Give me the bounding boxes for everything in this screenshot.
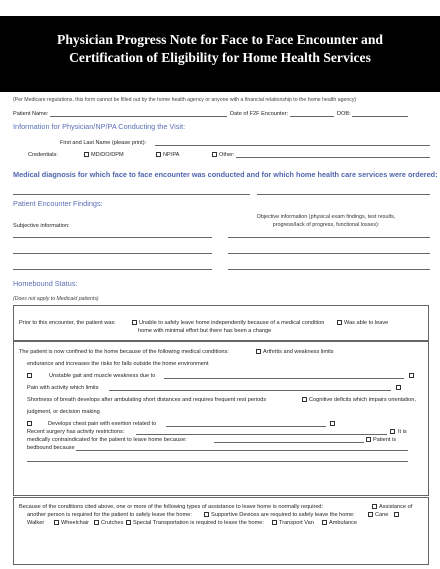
- chest-pain-label: Develops chest pain with exertion related to: [48, 421, 157, 427]
- assistance-person-label: Assistance of: [379, 504, 413, 510]
- confinement-intro: The patient is now confined to the home because of the following medical conditions:: [19, 349, 229, 355]
- patient-bedbound-checkbox[interactable]: [366, 437, 371, 442]
- recent-surgery-label: Recent surgery has activity restrictions:: [27, 429, 125, 435]
- supportive-devices-option[interactable]: [204, 511, 355, 519]
- crutches-label: Crutches: [101, 520, 124, 526]
- contraindicated-field[interactable]: [214, 442, 364, 443]
- unstable-gait-checkbox[interactable]: [27, 373, 32, 378]
- form-title-line-1: Physician Progress Note for Face to Face Encounter and: [57, 32, 383, 47]
- transport-van-label: Transport Van: [279, 520, 314, 526]
- pain-field[interactable]: [109, 390, 391, 391]
- patient-name-field[interactable]: [50, 116, 227, 117]
- prior-status-lead: Prior to this encounter, the patient was:: [19, 320, 116, 326]
- diagnosis-field-1[interactable]: [13, 194, 250, 195]
- credential-md-label: MD/DO/DPM: [91, 152, 124, 158]
- subjective-line-2[interactable]: [13, 253, 212, 254]
- objective-info-line-1: Objective information (physical exam findings, test results,: [256, 214, 396, 220]
- prior-unable-checkbox[interactable]: [132, 320, 137, 325]
- credential-other-checkbox[interactable]: [212, 152, 217, 157]
- ambulance-label: Ambulance: [329, 520, 357, 526]
- f2f-date-field[interactable]: [290, 116, 334, 117]
- bedbound-label: bedbound because: [27, 445, 75, 451]
- prior-unable-label: Unable to safely leave home independently because of a medical condition: [139, 320, 325, 326]
- credential-np-label: NP/PA: [163, 152, 180, 158]
- transport-van-checkbox[interactable]: [272, 520, 277, 525]
- chest-pain-field[interactable]: [166, 426, 326, 427]
- crutches-option[interactable]: [94, 519, 123, 527]
- f2f-date-label: Date of F2F Encounter:: [230, 111, 289, 117]
- prior-able-label: Was able to leave: [344, 320, 389, 326]
- credential-md-option[interactable]: [84, 151, 124, 159]
- subjective-line-1[interactable]: [13, 237, 212, 238]
- cognitive-checkbox[interactable]: [302, 397, 307, 402]
- unstable-gait-label: Unstable gait and muscle weakness due to: [49, 373, 156, 379]
- credentials-label: Credentials:: [28, 152, 58, 158]
- form-header: [0, 16, 440, 92]
- bedbound-field[interactable]: [76, 450, 408, 451]
- cane-checkbox[interactable]: [368, 512, 373, 517]
- walker-checkbox[interactable]: [394, 512, 399, 517]
- special-transport-label: Special Transportation is required to leave the home:: [133, 520, 264, 526]
- arthritis-option[interactable]: [256, 348, 334, 356]
- assistance-box: [13, 497, 429, 565]
- it-is-label: It is: [398, 429, 407, 435]
- objective-line-3[interactable]: [228, 269, 430, 270]
- credential-other-label: Other:: [219, 152, 235, 158]
- arthritis-label: Arthritis and weakness limits: [263, 349, 334, 355]
- patient-is-label: Patient is: [373, 437, 397, 443]
- findings-heading: Patient Encounter Findings:: [13, 199, 103, 208]
- contraindicated-label: medically contraindicated for the patient to leave home because:: [27, 437, 187, 443]
- wheelchair-label: Wheelchair: [61, 520, 89, 526]
- objective-line-2[interactable]: [228, 253, 430, 254]
- objective-info-line-2: progress/lack of progress, functional losses):: [272, 222, 380, 228]
- objective-info-heading: [226, 213, 426, 229]
- unstable-gait-field[interactable]: [164, 378, 404, 379]
- arthritis-checkbox[interactable]: [256, 349, 261, 354]
- prior-able-continuation: home with minimal effort but there has been a change: [138, 328, 272, 334]
- chest-pain-end-checkbox[interactable]: [330, 421, 335, 426]
- credential-other-field[interactable]: [236, 157, 430, 158]
- homebound-note: (Does not apply to Medicaid patients): [13, 296, 99, 302]
- prior-status-box: [13, 305, 429, 341]
- unstable-gait-end-checkbox[interactable]: [409, 373, 414, 378]
- shortness-label: Shortness of breath develops after ambulating short distances and requires frequent rest periods: [27, 397, 267, 403]
- wheelchair-checkbox[interactable]: [54, 520, 59, 525]
- prior-able-option[interactable]: [337, 319, 388, 327]
- supportive-devices-checkbox[interactable]: [204, 512, 209, 517]
- pain-end-checkbox[interactable]: [396, 385, 401, 390]
- diagnosis-heading: Medical diagnosis for which face to face encounter was conducted and for which home health care services were ordered:: [13, 170, 438, 179]
- regulations-note: (Per Medicare regulations, this form cannot be filled out by the home health agency or anyone with a financial relationship to the home health agency): [13, 97, 357, 103]
- diagnosis-field-2[interactable]: [257, 194, 430, 195]
- credential-np-option[interactable]: [156, 151, 179, 159]
- walker-label: Walker: [27, 520, 45, 526]
- confinement-box: [13, 341, 429, 496]
- medically-contraindicated-checkbox[interactable]: [390, 429, 395, 434]
- assistance-intro: Because of the conditions cited above, one or more of the following types of assistance to leave home is normally required:: [19, 504, 324, 510]
- judgment-text: judgment, or decision making: [27, 409, 100, 415]
- special-transport-option[interactable]: [126, 519, 264, 527]
- recent-surgery-field[interactable]: [136, 434, 387, 435]
- transport-van-option[interactable]: [272, 519, 314, 527]
- credential-np-checkbox[interactable]: [156, 152, 161, 157]
- wheelchair-option[interactable]: [54, 519, 89, 527]
- assistance-person-option[interactable]: [372, 503, 412, 511]
- credential-other-option[interactable]: [212, 151, 235, 159]
- physician-name-label: First and Last Name (please print):: [60, 140, 147, 146]
- chest-pain-checkbox[interactable]: [27, 421, 32, 426]
- pain-label: Pain with activity which limits: [27, 385, 99, 391]
- credential-md-checkbox[interactable]: [84, 152, 89, 157]
- assistance-person-checkbox[interactable]: [372, 504, 377, 509]
- form-title: [0, 31, 440, 67]
- ambulance-option[interactable]: [322, 519, 357, 527]
- objective-line-1[interactable]: [228, 237, 430, 238]
- cognitive-option[interactable]: [302, 396, 416, 404]
- subjective-line-3[interactable]: [13, 269, 212, 270]
- cane-label: Cane: [375, 512, 389, 518]
- prior-able-checkbox[interactable]: [337, 320, 342, 325]
- dob-label: DOB:: [337, 111, 351, 117]
- endurance-text: endurance and increases the risks for falls outside the home environment: [27, 361, 209, 367]
- special-transport-checkbox[interactable]: [126, 520, 131, 525]
- crutches-checkbox[interactable]: [94, 520, 99, 525]
- assistance-continuation: another person is required for the patient to safely leave the home:: [27, 512, 192, 518]
- form-title-line-2: Certification of Eligibility for Home Health Services: [69, 50, 371, 65]
- supportive-devices-label: Supportive Devices are required to safely leave the home:: [211, 512, 355, 518]
- subjective-info-label: Subjective information:: [13, 223, 70, 229]
- physician-info-heading: Information for Physician/NP/PA Conducting the Visit:: [13, 122, 186, 131]
- dob-field[interactable]: [352, 116, 408, 117]
- cane-option[interactable]: [368, 511, 388, 519]
- physician-name-field[interactable]: [155, 145, 430, 146]
- cognitive-label: Cognitive deficits which impairs orientation,: [309, 397, 416, 403]
- prior-unable-option[interactable]: [132, 319, 324, 327]
- bedbound-field-2[interactable]: [27, 461, 408, 462]
- patient-bedbound-option[interactable]: [366, 436, 396, 444]
- ambulance-checkbox[interactable]: [322, 520, 327, 525]
- homebound-heading: Homebound Status:: [13, 279, 78, 288]
- patient-name-label: Patient Name:: [13, 111, 49, 117]
